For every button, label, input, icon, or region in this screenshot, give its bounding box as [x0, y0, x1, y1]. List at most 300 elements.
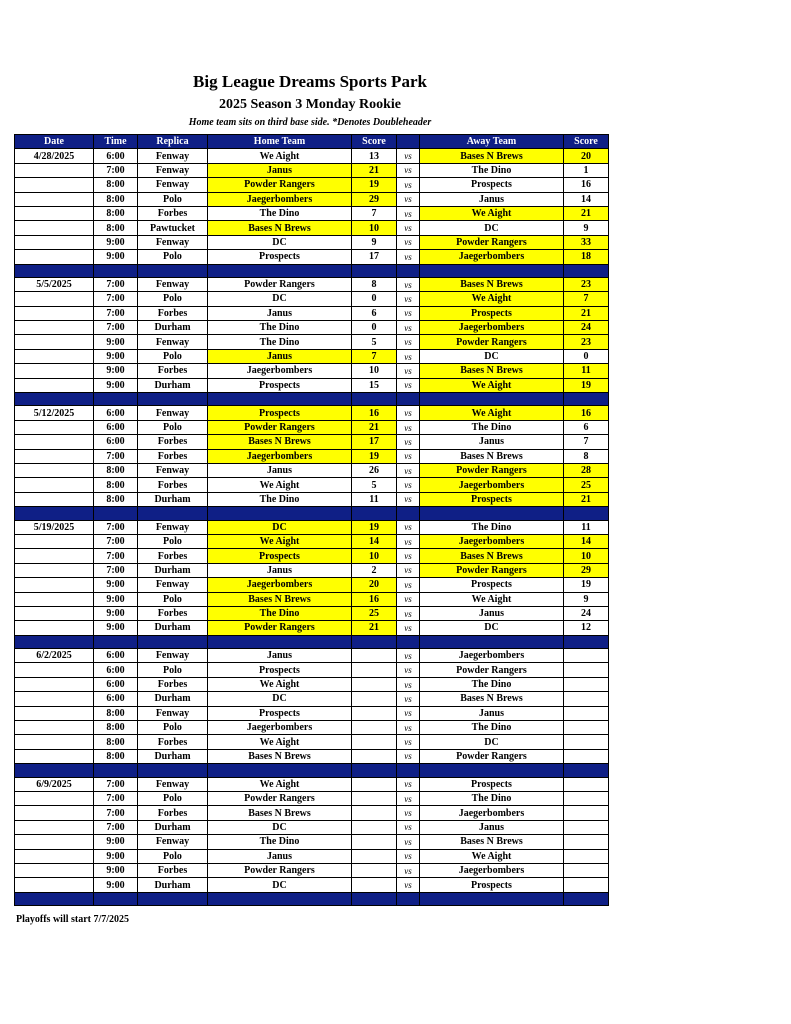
game-field: Fenway [138, 777, 208, 791]
game-row [15, 806, 609, 820]
home-score: 0 [352, 292, 397, 306]
game-date [15, 335, 94, 349]
away-team: We Aight [420, 292, 564, 306]
game-row [15, 492, 609, 506]
separator-cell [208, 892, 352, 905]
game-field: Fenway [138, 163, 208, 177]
away-team: We Aight [420, 378, 564, 392]
away-team: Janus [420, 820, 564, 834]
away-team: Powder Rangers [420, 563, 564, 577]
game-time: 8:00 [94, 749, 138, 763]
game-time: 8:00 [94, 463, 138, 477]
vs-label: vs [397, 349, 420, 363]
separator-cell [138, 264, 208, 277]
game-field: Polo [138, 534, 208, 548]
home-score [352, 791, 397, 805]
home-team: Janus [208, 463, 352, 477]
separator-cell [397, 264, 420, 277]
away-score: 14 [564, 534, 609, 548]
col-header-date: Date [15, 135, 94, 149]
home-score: 11 [352, 492, 397, 506]
separator-cell [208, 393, 352, 406]
separator-cell [94, 635, 138, 648]
away-score: 19 [564, 578, 609, 592]
game-time: 8:00 [94, 206, 138, 220]
vs-label: vs [397, 420, 420, 434]
home-team: Prospects [208, 549, 352, 563]
separator-cell [397, 764, 420, 777]
game-time: 8:00 [94, 192, 138, 206]
home-score [352, 849, 397, 863]
game-row [15, 835, 609, 849]
home-team: Jaegerbombers [208, 449, 352, 463]
week-separator [15, 264, 609, 277]
separator-cell [15, 892, 94, 905]
home-score: 15 [352, 378, 397, 392]
vs-label: vs [397, 463, 420, 477]
game-field: Forbes [138, 863, 208, 877]
game-row [15, 406, 609, 420]
separator-cell [420, 764, 564, 777]
game-time: 9:00 [94, 250, 138, 264]
game-time: 6:00 [94, 149, 138, 163]
home-team: Powder Rangers [208, 863, 352, 877]
game-field: Fenway [138, 835, 208, 849]
game-date [15, 420, 94, 434]
home-team: Prospects [208, 250, 352, 264]
game-row [15, 592, 609, 606]
game-date: 5/19/2025 [15, 520, 94, 534]
home-score [352, 721, 397, 735]
game-field: Forbes [138, 206, 208, 220]
home-team: DC [208, 878, 352, 892]
away-team: The Dino [420, 420, 564, 434]
game-time: 7:00 [94, 321, 138, 335]
game-field: Fenway [138, 178, 208, 192]
game-time: 9:00 [94, 378, 138, 392]
game-time: 7:00 [94, 520, 138, 534]
separator-cell [397, 635, 420, 648]
home-score [352, 820, 397, 834]
home-team: We Aight [208, 478, 352, 492]
game-row [15, 791, 609, 805]
vs-label: vs [397, 721, 420, 735]
game-time: 9:00 [94, 349, 138, 363]
separator-cell [352, 507, 397, 520]
away-score [564, 878, 609, 892]
game-row [15, 478, 609, 492]
game-time: 9:00 [94, 364, 138, 378]
game-field: Polo [138, 663, 208, 677]
game-time: 9:00 [94, 849, 138, 863]
vs-label: vs [397, 663, 420, 677]
game-time: 8:00 [94, 735, 138, 749]
game-field: Forbes [138, 677, 208, 691]
away-team: Bases N Brews [420, 449, 564, 463]
game-field: Forbes [138, 806, 208, 820]
away-score: 7 [564, 435, 609, 449]
game-field: Polo [138, 721, 208, 735]
home-score [352, 835, 397, 849]
away-score [564, 649, 609, 663]
game-date [15, 791, 94, 805]
home-team: Powder Rangers [208, 621, 352, 635]
game-row [15, 606, 609, 620]
game-date [15, 835, 94, 849]
home-team: Prospects [208, 706, 352, 720]
away-team: Bases N Brews [420, 364, 564, 378]
home-score [352, 878, 397, 892]
home-team: DC [208, 235, 352, 249]
game-date [15, 749, 94, 763]
home-team: The Dino [208, 335, 352, 349]
game-date: 4/28/2025 [15, 149, 94, 163]
separator-cell [138, 507, 208, 520]
separator-cell [15, 635, 94, 648]
separator-cell [420, 393, 564, 406]
col-header-home-score: Score [352, 135, 397, 149]
game-time: 6:00 [94, 677, 138, 691]
home-team: Bases N Brews [208, 592, 352, 606]
game-time: 7:00 [94, 449, 138, 463]
away-team: Prospects [420, 178, 564, 192]
away-team: Janus [420, 606, 564, 620]
home-team: Jaegerbombers [208, 364, 352, 378]
separator-cell [420, 507, 564, 520]
away-team: Powder Rangers [420, 463, 564, 477]
game-date [15, 549, 94, 563]
vs-label: vs [397, 306, 420, 320]
game-row [15, 578, 609, 592]
game-field: Durham [138, 692, 208, 706]
home-score: 5 [352, 335, 397, 349]
vs-label: vs [397, 520, 420, 534]
game-field: Fenway [138, 277, 208, 291]
separator-cell [420, 635, 564, 648]
game-field: Durham [138, 749, 208, 763]
game-field: Fenway [138, 463, 208, 477]
away-score [564, 863, 609, 877]
separator-cell [15, 507, 94, 520]
vs-label: vs [397, 364, 420, 378]
separator-cell [15, 764, 94, 777]
home-team: We Aight [208, 677, 352, 691]
game-date [15, 221, 94, 235]
away-team: Bases N Brews [420, 277, 564, 291]
col-header-replica: Replica [138, 135, 208, 149]
game-date [15, 878, 94, 892]
game-date [15, 250, 94, 264]
away-score: 23 [564, 335, 609, 349]
away-score [564, 791, 609, 805]
vs-label: vs [397, 321, 420, 335]
game-field: Fenway [138, 235, 208, 249]
game-date [15, 178, 94, 192]
home-score: 20 [352, 578, 397, 592]
game-time: 7:00 [94, 163, 138, 177]
away-score [564, 663, 609, 677]
away-team: We Aight [420, 849, 564, 863]
page-title: Big League Dreams Sports Park [193, 72, 427, 91]
game-date: 5/5/2025 [15, 277, 94, 291]
game-time: 8:00 [94, 221, 138, 235]
game-field: Forbes [138, 549, 208, 563]
vs-label: vs [397, 621, 420, 635]
vs-label: vs [397, 578, 420, 592]
away-score [564, 806, 609, 820]
separator-cell [15, 393, 94, 406]
game-field: Polo [138, 192, 208, 206]
home-team: Jaegerbombers [208, 578, 352, 592]
col-header-home-team: Home Team [208, 135, 352, 149]
vs-label: vs [397, 749, 420, 763]
separator-cell [138, 764, 208, 777]
separator-cell [420, 264, 564, 277]
week-separator [15, 764, 609, 777]
game-row [15, 235, 609, 249]
game-field: Durham [138, 378, 208, 392]
separator-cell [564, 764, 609, 777]
game-time: 7:00 [94, 306, 138, 320]
separator-cell [420, 892, 564, 905]
separator-cell [564, 393, 609, 406]
game-date [15, 235, 94, 249]
col-header-vs [397, 135, 420, 149]
away-score: 24 [564, 321, 609, 335]
away-score [564, 677, 609, 691]
game-date [15, 735, 94, 749]
away-score: 9 [564, 221, 609, 235]
game-row [15, 163, 609, 177]
home-score: 21 [352, 621, 397, 635]
game-row [15, 649, 609, 663]
game-row [15, 277, 609, 291]
away-score: 11 [564, 520, 609, 534]
week-separator [15, 635, 609, 648]
page-subtitle: 2025 Season 3 Monday Rookie [218, 97, 402, 112]
game-time: 9:00 [94, 592, 138, 606]
away-team: Powder Rangers [420, 749, 564, 763]
away-team: The Dino [420, 520, 564, 534]
vs-label: vs [397, 534, 420, 548]
away-score: 16 [564, 406, 609, 420]
game-row [15, 621, 609, 635]
vs-label: vs [397, 563, 420, 577]
vs-label: vs [397, 449, 420, 463]
away-score: 18 [564, 250, 609, 264]
game-time: 7:00 [94, 549, 138, 563]
game-field: Forbes [138, 364, 208, 378]
home-score [352, 677, 397, 691]
home-team: Powder Rangers [208, 178, 352, 192]
vs-label: vs [397, 335, 420, 349]
away-score: 7 [564, 292, 609, 306]
away-score: 33 [564, 235, 609, 249]
game-date [15, 606, 94, 620]
game-field: Fenway [138, 706, 208, 720]
game-date [15, 692, 94, 706]
game-date [15, 349, 94, 363]
home-score: 14 [352, 534, 397, 548]
game-row [15, 463, 609, 477]
away-score: 1 [564, 163, 609, 177]
home-score: 21 [352, 420, 397, 434]
away-team: Prospects [420, 306, 564, 320]
home-score [352, 735, 397, 749]
home-score: 10 [352, 221, 397, 235]
game-date [15, 534, 94, 548]
separator-cell [138, 635, 208, 648]
vs-label: vs [397, 863, 420, 877]
away-team: Janus [420, 192, 564, 206]
game-time: 7:00 [94, 292, 138, 306]
home-team: Powder Rangers [208, 791, 352, 805]
away-score [564, 749, 609, 763]
home-score: 7 [352, 206, 397, 220]
home-score [352, 863, 397, 877]
game-row [15, 878, 609, 892]
away-score [564, 706, 609, 720]
game-row [15, 534, 609, 548]
away-score [564, 835, 609, 849]
game-date: 6/2/2025 [15, 649, 94, 663]
home-score: 7 [352, 349, 397, 363]
game-row [15, 292, 609, 306]
game-row [15, 178, 609, 192]
game-row [15, 849, 609, 863]
game-row [15, 777, 609, 791]
game-time: 9:00 [94, 606, 138, 620]
game-field: Forbes [138, 306, 208, 320]
home-score: 26 [352, 463, 397, 477]
away-team: Bases N Brews [420, 692, 564, 706]
home-team: Bases N Brews [208, 806, 352, 820]
separator-cell [352, 635, 397, 648]
game-date: 6/9/2025 [15, 777, 94, 791]
home-score: 10 [352, 549, 397, 563]
home-score [352, 806, 397, 820]
home-team: Jaegerbombers [208, 721, 352, 735]
vs-label: vs [397, 835, 420, 849]
vs-label: vs [397, 149, 420, 163]
game-field: Polo [138, 420, 208, 434]
week-separator [15, 393, 609, 406]
vs-label: vs [397, 192, 420, 206]
separator-cell [208, 635, 352, 648]
separator-cell [564, 635, 609, 648]
game-row [15, 364, 609, 378]
game-row [15, 677, 609, 691]
game-row [15, 335, 609, 349]
game-row [15, 349, 609, 363]
away-score: 21 [564, 206, 609, 220]
header-row [15, 135, 609, 149]
separator-cell [15, 264, 94, 277]
away-score [564, 692, 609, 706]
away-score: 21 [564, 492, 609, 506]
separator-cell [397, 892, 420, 905]
away-score: 28 [564, 463, 609, 477]
schedule-body [15, 149, 609, 906]
game-date: 5/12/2025 [15, 406, 94, 420]
game-field: Forbes [138, 435, 208, 449]
vs-label: vs [397, 606, 420, 620]
away-score: 25 [564, 478, 609, 492]
game-row [15, 863, 609, 877]
away-score: 29 [564, 563, 609, 577]
home-team: Powder Rangers [208, 277, 352, 291]
vs-label: vs [397, 478, 420, 492]
game-time: 8:00 [94, 478, 138, 492]
away-score: 9 [564, 592, 609, 606]
away-score [564, 849, 609, 863]
game-time: 8:00 [94, 492, 138, 506]
home-team: The Dino [208, 835, 352, 849]
home-team: We Aight [208, 534, 352, 548]
game-row [15, 820, 609, 834]
away-team: Bases N Brews [420, 835, 564, 849]
away-team: The Dino [420, 791, 564, 805]
separator-cell [352, 892, 397, 905]
game-row [15, 250, 609, 264]
away-score: 19 [564, 378, 609, 392]
home-team: Janus [208, 649, 352, 663]
game-time: 9:00 [94, 863, 138, 877]
home-score [352, 706, 397, 720]
away-team: Jaegerbombers [420, 806, 564, 820]
separator-cell [94, 507, 138, 520]
game-field: Durham [138, 878, 208, 892]
col-header-time: Time [94, 135, 138, 149]
home-team: DC [208, 692, 352, 706]
game-time: 9:00 [94, 878, 138, 892]
away-team: Prospects [420, 777, 564, 791]
separator-cell [208, 764, 352, 777]
away-score: 24 [564, 606, 609, 620]
vs-label: vs [397, 677, 420, 691]
away-team: Powder Rangers [420, 335, 564, 349]
home-team: The Dino [208, 492, 352, 506]
vs-label: vs [397, 292, 420, 306]
home-team: We Aight [208, 149, 352, 163]
game-time: 8:00 [94, 178, 138, 192]
game-field: Durham [138, 820, 208, 834]
home-team: Bases N Brews [208, 749, 352, 763]
away-team: We Aight [420, 592, 564, 606]
game-date [15, 578, 94, 592]
separator-cell [397, 393, 420, 406]
game-date [15, 621, 94, 635]
away-team: Bases N Brews [420, 149, 564, 163]
game-date [15, 449, 94, 463]
game-time: 7:00 [94, 791, 138, 805]
separator-cell [208, 264, 352, 277]
game-time: 7:00 [94, 277, 138, 291]
game-row [15, 706, 609, 720]
game-row [15, 306, 609, 320]
home-team: Janus [208, 849, 352, 863]
game-time: 6:00 [94, 649, 138, 663]
game-date [15, 306, 94, 320]
away-team: DC [420, 621, 564, 635]
away-team: Bases N Brews [420, 549, 564, 563]
home-score: 29 [352, 192, 397, 206]
separator-cell [138, 892, 208, 905]
game-row [15, 420, 609, 434]
home-score: 0 [352, 321, 397, 335]
home-team: Bases N Brews [208, 221, 352, 235]
game-field: Polo [138, 250, 208, 264]
